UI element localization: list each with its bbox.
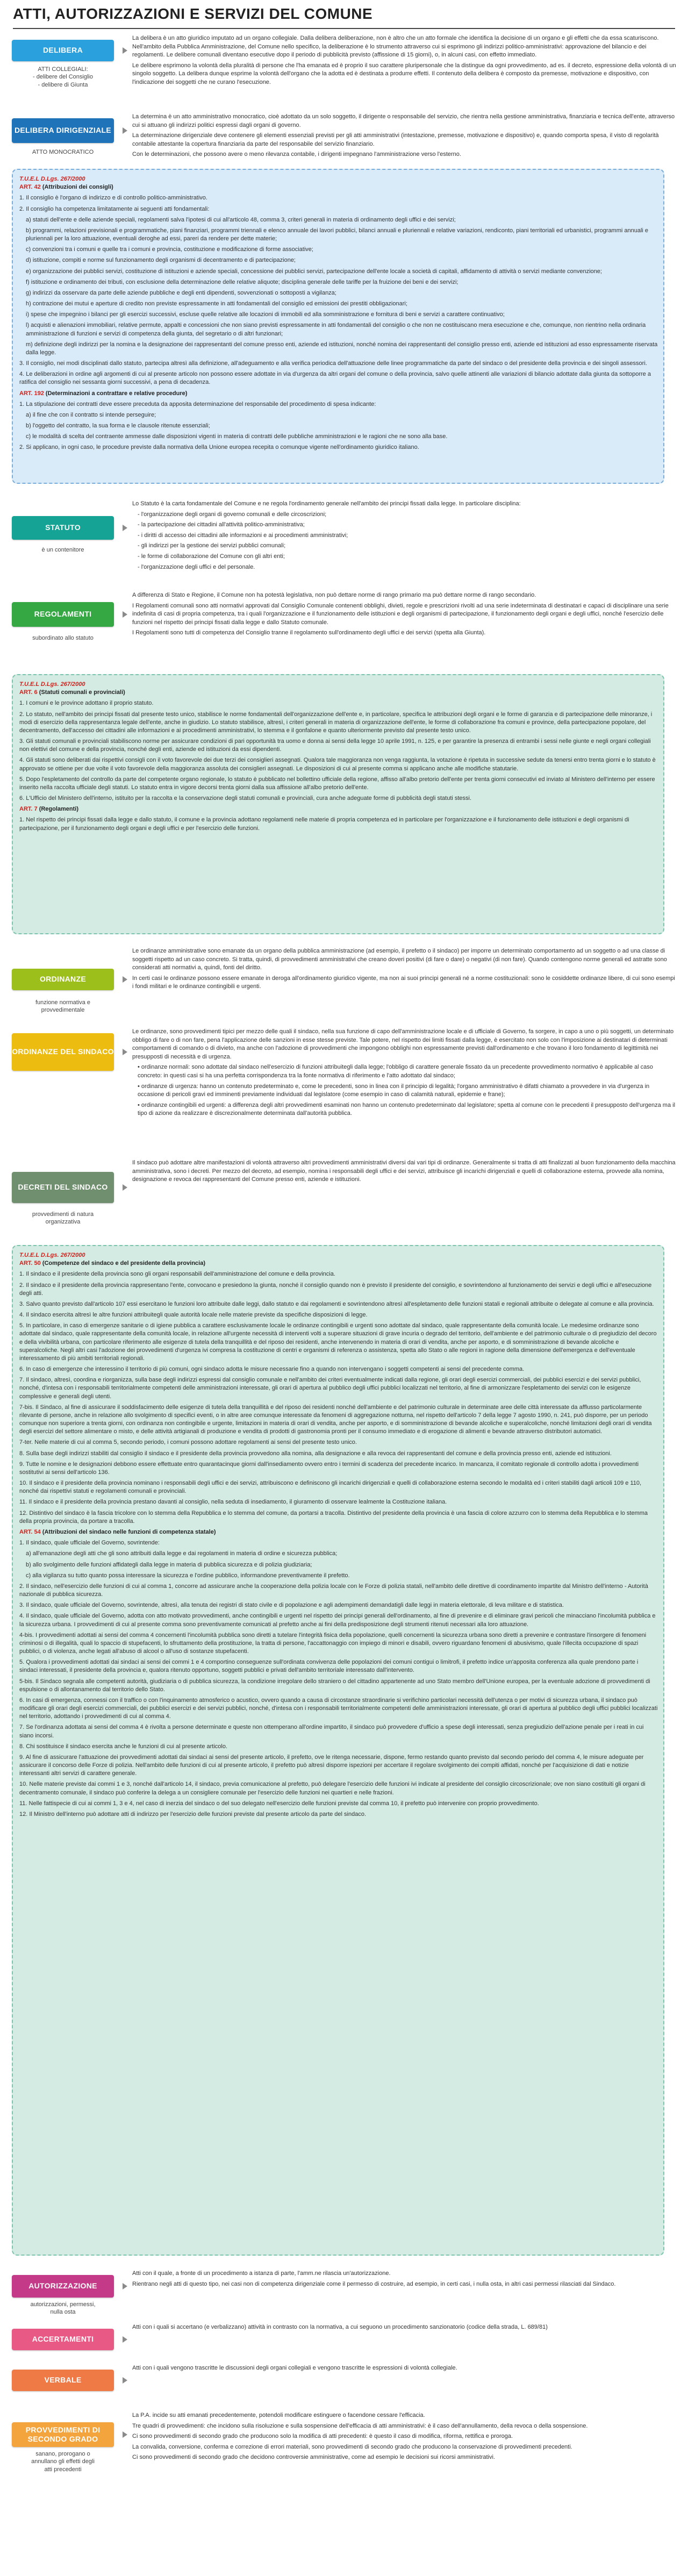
term-note-line: autorizzazioni, permessi, [30, 2301, 96, 2308]
definition-paragraph: Ci sono provvedimenti di secondo grado che decidono controversie amministrative, come ad esempio le decisioni sui ricorsi amministrativi. [132, 2454, 495, 2461]
definition-paragraph: Il sindaco può adottare altre manifestazioni di volontà attraverso altri provvedimenti amministrativi diversi dai vari tipi di ordinanze. Generalmente si tratta di atti finalizzati al buon funzionamento della macchina amministrativa, sono i decreti. Per mezzo del decreto, ad esempio, nomina i responsabili degli uffici e dei servizi, attribuisce gli incarichi dirigenziali e quelli di collaborazione esterna, provvede alla nomina, designazione e revoca dei rappresentanti del Comune presso enti, aziende e istituzioni. [132, 1160, 676, 1183]
article-paragraph: 11. Il sindaco e il presidente della provincia prestano davanti al consiglio, nella seduta di insediamento, il giuramento di osservare lealmente la Costituzione italiana. [19, 1499, 447, 1506]
article-title: (Statuti comunali e provinciali) [39, 689, 125, 696]
article-paragraph: 8. Chi sostituisce il sindaco esercita anche le funzioni di cui al presente articolo. [19, 1743, 228, 1750]
definition-text [132, 2364, 676, 2375]
arrow-icon [123, 2431, 127, 2438]
article-list-item: a) all'emanazione degli atti che gli sono attribuiti dalla legge e dai regolamenti in materia di ordine e sicurezza pubblica; [26, 1550, 338, 1557]
article-paragraph: 3. Il sindaco, quale ufficiale del Governo, sovrintende, altresì, alla tenuta dei registri di stato civile e di popolazione e agli adempimenti demandatigli dalle leggi in materia elettorale, di leva militare e di statistica. [19, 1602, 564, 1609]
definition-paragraph: La determina è un atto amministrativo monocratico, cioè adottato da un solo soggetto, il dirigente o responsabile del servizio, che rientra nella gestione amministrativa, finanziaria e tecnica dell'ente, attraverso cui si attuano gli indirizzi politici espressi dagli organi di governo. [132, 113, 675, 128]
definition-text [132, 591, 676, 640]
definition-text [132, 500, 676, 574]
article-paragraph: 8. Sulla base degli indirizzi stabiliti dal consiglio il sindaco e il presidente della provincia provvedono alla nomina, alla designazione e alla revoca dei rappresentanti del comune e della provincia presso enti, aziende ed istituzioni. [19, 1450, 612, 1457]
term-note-line: - delibere di Giunta [38, 81, 88, 88]
article-paragraph: 2. Il consiglio ha competenza limitatamente ai seguenti atti fondamentali: [19, 205, 210, 212]
article-paragraph: 4. Le deliberazioni in ordine agli argomenti di cui al presente articolo non possono essere adottate in via d'urgenza da altri organi del comune o della provincia, salvo quelle attinenti alle variazioni di bilancio adottate dalla giunta da sottoporre a ratifica del consiglio nei sessanta giorni successivi, a pena di decadenza. [19, 371, 651, 386]
definition-text [132, 2412, 676, 2464]
article-paragraph: 2. Il sindaco e il presidente della provincia rappresentano l'ente, convocano e presiedono la giunta, nonché il consiglio quando non è previsto il presidente del consiglio, e sovrintendono al funzionamento dei servizi e degli uffici e all'esecuzione degli atti. [19, 1282, 652, 1297]
definition-text [132, 1028, 676, 1120]
article-paragraph: 2. Si applicano, in ogni caso, le procedure previste dalla normativa della Unione europea recepita o comunque vigente nell'ordinamento giuridico italiano. [19, 444, 419, 451]
term-note-line: annullano gli effetti degli [31, 2458, 95, 2465]
article-paragraph: 3. Salvo quanto previsto dall'articolo 107 essi esercitano le funzioni loro attribuite dalle leggi, dallo statuto e dai regolamenti e sovrintendono altresì all'espletamento delle funzioni statali e regionali attribuite o delegate al comune e alla provincia. [19, 1300, 654, 1307]
article-paragraph: 6. In caso di emergenze che interessino il territorio di più comuni, ogni sindaco adotta le misure necessarie fino a quando non intervengano i soggetti competenti ai sensi del precedente comma. [19, 1366, 525, 1373]
article-title: (Attribuzioni del sindaco nelle funzioni di competenza statale) [42, 1528, 216, 1535]
definition-paragraph: A differenza di Stato e Regione, il Comune non ha potestà legislativa, non può dettare norme di rango primario ma può dettare norme di rango secondario. [132, 592, 536, 598]
term-note-line: atti precedenti [44, 2466, 82, 2473]
definition-paragraph: I Regolamenti comunali sono atti normativi approvati dal Consiglio Comunale contenenti obblighi, divieti, regole e prescrizioni rivolti ad una serie indeterminata di destinatari e capaci di disciplinare una serie indefinita di casi di propria competenza, tra i quali l'organizzazione e il funzionamento delle istituzioni e degli organismi di partecipazione, il funzionamento degli organi e degli uffici, nonché l'esercizio delle funzioni nel rispetto dei principi fissati dalla legge e dallo Statuto comunale. [132, 602, 669, 626]
arrow-icon [123, 2283, 127, 2289]
term-ordinanze: ORDINANZE [12, 969, 114, 990]
arrow-icon [123, 611, 127, 618]
term-note [8, 2301, 118, 2316]
article-paragraph: 1. La stipulazione dei contratti deve essere preceduta da apposita determinazione del responsabile del procedimento di spesa indicante: [19, 400, 376, 407]
article-paragraph: 1. Il sindaco e il presidente della provincia sono gli organi responsabili dell'amministrazione del comune e della provincia. [19, 1271, 335, 1278]
article-list-item: e) organizzazione dei pubblici servizi, costituzione di istituzioni e aziende speciali, concessione dei pubblici servizi, partecipazione dell'ente locale a società di capitali, affidamento di attività o servizi mediante convenzione; [26, 268, 602, 275]
definition-paragraph: Le ordinanze, sono provvedimenti tipici per mezzo delle quali il sindaco, nella sua funzione di capo dell'amministrazione locale e di ufficiale di Governo, fa sorgere, in capo a uno o più soggetti, un determinato obbligo di fare o di non fare, pena l'applicazione delle sanzioni in esse stesse previste. Tale potere, nel rispetto dei limiti fissati dalla legge, è esercitato non solo con l'imposizione ai destinatari di determinati comportamenti di comando o di divieto, ma anche con l'adozione di provvedimenti che impongono obblighi non espressamente previsti dall'ordinamento e che trovano il loro fondamento di legittimità nei presupposti di necessità e di urgenza. [132, 1028, 674, 1060]
article-list-item: m) definizione degli indirizzi per la nomina e la designazione dei rappresentanti del comune presso enti, aziende ed istituzioni, nonché nomina dei rappresentanti del consiglio presso enti, aziende ed istituzioni ad esso espressamente riservata dalla legge. [26, 341, 658, 356]
arrow-icon [123, 127, 127, 134]
definition-text [132, 34, 676, 89]
term-statuto: STATUTO [12, 516, 114, 540]
term-note-line: - delibere del Consiglio [33, 74, 93, 81]
article-paragraph: 6. L'Ufficio del Ministero dell'interno, istituito per la raccolta e la conservazione degli statuti comunali e provinciali, cura anche adeguate forme di pubblicità degli statuti stessi. [19, 795, 472, 802]
definition-paragraph: Le ordinanze amministrative sono emanate da un organo della pubblica amministrazione (ad esempio, il prefetto o il sindaco) per imporre un determinato comportamento ad un soggetto o ad una classe di soggetti rispetto ad un caso concreto. Si tratta, quindi, di provvedimenti amministrativi che creano doveri positivi (di fare o dare) o negativi (di non fare). Quando contengono norme generali ed astratte sono considerati atti normativi a, quindi, fonti del diritto. [132, 948, 667, 971]
term-ordinanze-sindaco: ORDINANZE DEL SINDACO [12, 1033, 114, 1071]
page-title: ATTI, AUTORIZZAZIONI E SERVIZI DEL COMUNE [13, 5, 373, 22]
term-note-line: sanano, prorogano o [35, 2451, 90, 2457]
article-title: (Determinazioni a contrattare e relative procedure) [45, 390, 188, 397]
article-paragraph: 9. Tutte le nomine e le designazioni debbono essere effettuate entro quarantacinque giorni dall'insediamento ovvero entro i termini di scadenza del precedente incarico. In mancanza, il comitato regionale di controllo adotta i provvedimenti sostitutivi ai sensi dell'articolo 136. [19, 1461, 639, 1476]
arrow-icon [123, 1049, 127, 1055]
definition-paragraph: La delibera è un atto giuridico imputato ad un organo collegiale. Dalla delibera deliberazione, non è altro che un atto formale che identifica la decisione di un organo e gli effetti che da essa scaturiscono. Nell'ambito della Pubblica Amministrazione, del Comune nello specifico, la deliberazione è lo strumento attraverso cui si esprimono gli indirizzi politico-amministrativi: approvazione del bilancio e dei regolamenti. Le delibere comunali diventano esecutive dopo il periodo di pubblicità previsto (affissione di 15 giorni), o, in alcuni casi, con effetto immediato. [132, 35, 659, 59]
article-paragraph: 10. Il sindaco e il presidente della provincia nominano i responsabili degli uffici e dei servizi, attribuiscono e definiscono gli incarichi dirigenziali e quelli di collaborazione esterna secondo le modalità ed i criteri stabiliti dagli articoli 109 e 110, nonché dai rispettivi statuti e regolamenti comunali e provinciali. [19, 1480, 642, 1495]
article-paragraph: 11. Nelle fattispecie di cui ai commi 1, 3 e 4, nel caso di inerzia del sindaco o del suo delegato nell'esercizio delle funzioni previste dal comma 10, il prefetto può intervenire con proprio provvedimento. [19, 1800, 539, 1807]
title-divider [13, 28, 675, 29]
arrow-icon [123, 525, 127, 531]
term-note [8, 148, 118, 156]
article-number: ART. 54 [19, 1528, 41, 1535]
definition-list-item: - gli indirizzi per la gestione dei servizi pubblici comunali; [138, 542, 286, 549]
term-note-line: è un contenitore [41, 547, 84, 553]
definition-list-item: - la partecipazione dei cittadini all'attività politico-amministrativa; [138, 521, 305, 528]
term-regolamenti: REGOLAMENTI [12, 602, 114, 627]
article-paragraph: 1. Il sindaco, quale ufficiale del Governo, sovrintende: [19, 1540, 160, 1547]
article-heading [19, 183, 658, 191]
article-paragraph: 12. Il Ministro dell'interno può adottare atti di indirizzo per l'esercizio delle funzioni previste dal presente articolo da parte del sindaco. [19, 1811, 366, 1817]
arrow-icon [123, 2377, 127, 2384]
article-paragraph: 7. Il sindaco, altresì, coordina e riorganizza, sulla base degli indirizzi espressi dal consiglio comunale e nell'ambito dei criteri eventualmente indicati dalla regione, gli orari degli esercizi commerciali, dei pubblici esercizi e dei servizi pubblici, nonché, d'intesa con i responsabili territorialmente competenti delle amministrazioni interessate, gli orari di apertura al pubblico degli uffici pubblici localizzati nel territorio, al fine di armonizzare l'espletamento dei servizi con le esigenze complessive e generali degli utenti. [19, 1377, 641, 1400]
article-paragraph: 1. I comuni e le province adottano il proprio statuto. [19, 700, 154, 707]
article-list-item: i) spese che impegnino i bilanci per gli esercizi successivi, escluse quelle relative alle locazioni di immobili ed alla somministrazione e fornitura di beni e servizi a carattere continuativo; [26, 311, 505, 318]
definition-list-item: - l'organizzazione degli organi di governo comunali e delle circoscrizioni; [138, 511, 327, 518]
term-verbale: VERBALE [12, 2370, 114, 2391]
definition-list-item: • ordinanze normali: sono adottate dal sindaco nell'esercizio di funzioni attribuitegli dalla legge; l'obbligo di carattere generale fissato da un precedente provvedimento normativo è applicabile al caso concreto: in questi casi si ha una perfetta corrispondenza tra la fonte normativa di riferimento e l'atto adottato dal sindaco; [138, 1064, 653, 1079]
article-list-item: b) programmi, relazioni previsionali e programmatiche, piani finanziari, programmi triennali e elenco annuale dei lavori pubblici, bilanci annuali e pluriennali e relative variazioni, rendiconto, piani territoriali ed urbanistici, programmi annuali e pluriennali per la loro attuazione, eventuali deroghe ad essi, pareri da rendere per dette materie; [26, 227, 649, 242]
article-title: (Attribuzioni dei consigli) [42, 184, 113, 191]
term-note [8, 1211, 118, 1226]
term-delibera-dirigenziale: DELIBERA DIRIGENZIALE [12, 118, 114, 143]
definition-paragraph: In certi casi le ordinanze possono essere emanate in deroga all'ordinamento giuridico vigente, ma non ai suoi principi generali né a norme costituzionali: sono le cosiddette ordinanze libere, di cui sono esempi i fondi militari e le ordinanze contingibili e urgenti. [132, 975, 675, 990]
article-list-item: a) statuti dell'ente e delle aziende speciali, regolamenti salva l'ipotesi di cui all'articolo 48, comma 3, criteri generali in materia di ordinamento degli uffici e dei servizi; [26, 216, 456, 223]
arrow-icon [123, 1184, 127, 1191]
article-number: ART. 50 [19, 1260, 41, 1267]
article-list-item: b) l'oggetto del contratto, la sua forma e le clausole ritenute essenziali; [26, 423, 210, 430]
arrow-icon [123, 47, 127, 54]
article-number: ART. 6 [19, 689, 38, 696]
article-number: ART. 7 [19, 806, 38, 813]
article-list-item: f) istituzione e ordinamento dei tributi, con esclusione della determinazione delle relative aliquote; disciplina generale delle tariffe per la fruizione dei beni e dei servizi; [26, 278, 458, 285]
article-paragraph: 1. Il consiglio è l'organo di indirizzo e di controllo politico-amministrativo. [19, 195, 207, 202]
definition-paragraph: Ci sono provvedimenti di secondo grado che producono solo la modifica di atti precedenti: è questo il caso di modifica, riforma, rettifica e proroga. [132, 2433, 513, 2440]
term-note-line: organizzativa [45, 1219, 81, 1226]
article-paragraph: 3. Il consiglio, nei modi disciplinati dallo statuto, partecipa altresì alla definizione, all'adeguamento e alla verifica periodica dell'attuazione delle linee programmatiche da parte del sindaco o del presidente della provincia e dei singoli assessori. [19, 360, 647, 367]
article-paragraph: 4. Il sindaco, quale ufficiale del Governo, adotta con atto motivato provvedimenti, anche contingibili e urgenti nel rispetto dei principi generali dell'ordinamento, al fine di prevenire e di eliminare gravi pericoli che minacciano l'incolumità pubblica e la sicurezza urbana. I provvedimenti di cui al presente comma sono preventivamente comunicati al prefetto anche ai fini della predisposizione degli strumenti ritenuti necessari alla loro attuazione. [19, 1613, 656, 1628]
article-paragraph: 3. Gli statuti comunali e provinciali stabiliscono norme per assicurare condizioni di pari opportunità tra uomo e donna ai sensi della legge 10 aprile 1991, n. 125, e per garantire la presenza di entrambi i sessi nelle giunte e negli organi collegiali non elettivi del comune e della provincia, nonché degli enti, aziende ed istituzioni da essi dipendenti. [19, 738, 651, 753]
law-reference: T.U.E.L D.Lgs. 267/2000 [19, 176, 85, 182]
article-paragraph: 7-ter. Nelle materie di cui al comma 5, secondo periodo, i comuni possono adottare regolamenti ai sensi del presente testo unico. [19, 1439, 357, 1446]
article-paragraph: 4. Gli statuti sono deliberati dai rispettivi consigli con il voto favorevole dei due terzi dei consiglieri assegnati. Qualora tale maggioranza non venga raggiunta, la votazione è ripetuta in successive sedute da tenersi entro trenta giorni e lo statuto è approvato se ottiene per due volte il voto favorevole della maggioranza assoluta dei consiglieri assegnati. Le disposizioni di cui al presente comma si applicano anche alle modifiche statutarie. [19, 757, 656, 772]
term-note [8, 999, 118, 1014]
article-paragraph: 12. Distintivo del sindaco è la fascia tricolore con lo stemma della Repubblica e lo stemma del comune, da portarsi a tracolla. Distintivo del presidente della provincia è una fascia di colore azzurro con lo stemma della Repubblica e lo stemma della propria provincia, da portare a tracolla. [19, 1509, 648, 1525]
term-note-line: ATTI COLLEGIALI: [38, 66, 88, 73]
term-note-line: funzione normativa e [35, 999, 91, 1006]
article-list-item: a) il fine che con il contratto si intende perseguire; [26, 411, 156, 418]
article-list-item: g) indirizzi da osservare da parte delle aziende pubbliche e degli enti dipendenti, sovvenzionati o sottoposti a vigilanza; [26, 289, 336, 296]
definition-text [132, 2270, 676, 2291]
definition-text [132, 113, 676, 161]
term-accertamenti: ACCERTAMENTI [12, 2329, 114, 2350]
term-decreti: DECRETI DEL SINDACO [12, 1172, 114, 1203]
definition-paragraph: Atti con il quale, a fronte di un procedimento a istanza di parte, l'amm.ne rilascia un'autorizzazione. [132, 2270, 391, 2277]
definition-paragraph: La determinazione dirigenziale deve contenere gli elementi essenziali previsti per gli atti amministrativi (intestazione, premesse, motivazione e dispositivo) e, quando comporta spesa, il visto di regolarità contabile attestante la copertura finanziaria da parte del responsabile del servizio finanziario. [132, 132, 659, 147]
term-note-line: ATTO MONOCRATICO [32, 149, 94, 155]
article-heading [19, 1528, 658, 1536]
article-number: ART. 192 [19, 390, 44, 397]
article-paragraph: 6. In casi di emergenza, connessi con il traffico o con l'inquinamento atmosferico o acustico, ovvero quando a causa di circostanze straordinarie si verifichino particolari necessità dell'utenza o per motivi di sicurezza urbana, il sindaco può modificare gli orari degli esercizi commerciali, dei pubblici esercizi e dei servizi pubblici, nonché, d'intesa con i responsabili territorialmente competenti delle amministrazioni interessate, gli orari di apertura al pubblico degli uffici pubblici localizzati nel territorio, adottando i provvedimenti di cui al comma 4. [19, 1697, 658, 1720]
article-paragraph: 5-bis. Il Sindaco segnala alle competenti autorità, giudiziaria o di pubblica sicurezza, la condizione irregolare dello straniero o del cittadino appartenente ad uno Stato membro dell'Unione europea, per la eventuale adozione di provvedimenti di espulsione o di allontanamento dal territorio dello Stato. [19, 1678, 650, 1693]
definition-list-item: • ordinanze contingibili ed urgenti: a differenza degli altri provvedimenti esaminati non hanno un contenuto predeterminato dal legislatore; spetta al comune con le precedenti il presupposto dell'urgenza ma il tipo di azione da realizzare è discrezionalmente determinata dall'autorità pubblica. [138, 1101, 676, 1117]
article-title: (Regolamenti) [39, 806, 79, 813]
term-note [8, 546, 118, 554]
article-list-item: c) le modalità di scelta del contraente ammesse dalle disposizioni vigenti in materia di contratti delle pubbliche amministrazioni e le ragioni che ne sono alla base. [26, 433, 448, 440]
article-list-item: b) allo svolgimento delle funzioni affidategli dalla legge in materia di pubblica sicurezza e di polizia giudiziaria; [26, 1561, 312, 1568]
term-note-line: subordinato allo statuto [32, 635, 94, 641]
definition-text [132, 947, 676, 993]
term-autorizzazione: AUTORIZZAZIONE [12, 2275, 114, 2298]
article-list-item: l) acquisti e alienazioni immobiliari, relative permute, appalti e concessioni che non siano previsti espressamente in atti fondamentali del consiglio o che non ne costituiscano mera esecuzione e che, comunque, non rientrino nella ordinaria amministrazione di funzioni e servizi di competenza della giunta, del segretario o di altri funzionari; [26, 322, 646, 337]
article-paragraph: 4. Il sindaco esercita altresì le altre funzioni attribuitegli quale autorità locale nelle materie previste da specifiche disposizioni di legge. [19, 1312, 368, 1319]
article-heading [19, 805, 658, 813]
article-paragraph: 7. Se l'ordinanza adottata ai sensi del comma 4 è rivolta a persone determinate e queste non ottemperano all'ordine impartito, il sindaco può provvedere d'ufficio a spese degli interessati, senza pregiudizio dell'azione penale per i reati in cui siano incorsi. [19, 1724, 644, 1739]
definition-paragraph: Le delibere esprimono la volontà della pluralità di persone che l'ha emanata ed è proprio il suo carattere pluripersonale che la distingue da ogni provvedimento, ad es. il decreto, espressione della volontà di un singolo soggetto. La delibera dunque esprime la volontà dell'organo che la adotta ed è destinata a produrre effetti. Il contenuto della delibera è composto da premesse, motivazione e dispositivo, con l'indicazione dei soggetti che ne curano l'esecuzione. [132, 62, 676, 86]
law-reference: T.U.E.L D.Lgs. 267/2000 [19, 1252, 85, 1258]
term-note-line: provvedimenti di natura [32, 1211, 94, 1218]
article-paragraph: 7-bis. Il Sindaco, al fine di assicurare il soddisfacimento delle esigenze di tutela della tranquillità e del riposo dei residenti nonché dell'ambiente e del patrimonio culturale in determinate aree delle città interessate da afflusso particolarmente rilevante di persone, anche in relazione allo svolgimento di specifici eventi, o in altre aree comunque interessate da fenomeni di aggregazione notturna, nel rispetto dell'articolo 7 della legge 7 agosto 1990, n. 241, può disporre, per un periodo comunque non superiore a trenta giorni, con ordinanza non contingibile e urgente, limitazioni in materia di orari di vendita, anche per asporto, e di somministrazione di bevande alcoliche e superalcoliche, nonché limitazioni degli orari di vendita degli esercizi del settore alimentare o misto, e delle attività artigianali di produzione e vendita di prodotti di gastronomia pronti per il consumo immediato e di erogazione di alimenti e bevande attraverso distributori automatici. [19, 1404, 652, 1435]
term-note-line: provvedimentale [41, 1007, 85, 1014]
term-note [8, 634, 118, 642]
article-heading [19, 689, 658, 697]
term-note [8, 66, 118, 89]
article-number: ART. 42 [19, 184, 41, 191]
law-reference: T.U.E.L D.Lgs. 267/2000 [19, 681, 85, 688]
arrow-icon [123, 2336, 127, 2343]
article-paragraph: 5. Dopo l'espletamento del controllo da parte del competente organo regionale, lo statuto è pubblicato nel bollettino ufficiale della regione, affisso all'albo pretorio dell'ente per trenta giorni consecutivi ed inviato al Ministero dell'interno per essere inserito nella raccolta ufficiale degli statuti. Lo statuto entra in vigore decorsi trenta giorni dalla sua affissione all'albo pretorio dell'ente. [19, 776, 655, 791]
law-box [12, 1245, 664, 2256]
definition-list-item: - i diritti di accesso dei cittadini alle informazioni e ai procedimenti amministrativi; [138, 532, 348, 539]
definition-paragraph: Rientrano negli atti di questo tipo, nei casi non di competenza dirigenziale come il permesso di costruire, ad esempio, in certi casi, i nulla osta, in altri casi permessi rilasciati dal Sindaco. [132, 2280, 616, 2287]
law-box [12, 674, 664, 934]
article-paragraph: 2. Il sindaco, nell'esercizio delle funzioni di cui al comma 1, concorre ad assicurare anche la cooperazione della polizia locale con le Forze di polizia statali, nell'ambito delle direttive di coordinamento impartite dal Ministro dell'interno - Autorità nazionale di pubblica sicurezza. [19, 1583, 648, 1598]
definition-paragraph: Atti con i quali si accertano (e verbalizzano) attività in contrasto con la normativa, a cui seguono un procedimento sanzionatorio (codice della strada, L. 689/81) [132, 2324, 548, 2330]
article-list-item: h) contrazione dei mutui e aperture di credito non previste espressamente in atti fondamentali del consiglio ed emissioni dei prestiti obbligazionari; [26, 300, 407, 307]
article-paragraph: 5. In particolare, in caso di emergenze sanitarie o di igiene pubblica a carattere esclusivamente locale le ordinanze contingibili e urgenti sono adottate dal sindaco, quale rappresentante della comunità locale. Le medesime ordinanze sono adottate dal sindaco, quale rappresentante della comunità locale, in relazione all'urgente necessità di interventi volti a superare situazioni di grave incuria o degrado del territorio, dell'ambiente e del patrimonio culturale o di pregiudizio del decoro e della vivibilità urbana, con particolare riferimento alle esigenze di tutela della tranquillità e del riposo dei residenti, anche intervenendo in materia di orari di vendita, anche per asporto, e di somministrazione di bevande alcoliche e superalcoliche. Negli altri casi l'adozione dei provvedimenti d'urgenza ivi compresa la costituzione di centri e organismi di referenza o assistenza, spetta allo Stato o alle regioni in ragione della dimensione dell'emergenza e dell'eventuale interessamento di più ambiti territoriali regionali. [19, 1322, 657, 1362]
arrow-icon [123, 976, 127, 983]
definition-list-item: • ordinanze di urgenza: hanno un contenuto predeterminato e, come le precedenti, sono in linea con il principio di legalità; l'organo amministrativo è difatti chiamato a provvedere in via d'urgenza in occasione di pericoli gravi ed imminenti previamente individuati dal legislatore (come esempio in caso di calamità naturali, epidemie e frane); [138, 1083, 650, 1098]
article-paragraph: 4-bis. I provvedimenti adottati ai sensi del comma 4 concernenti l'incolumità pubblica sono diretti a tutelare l'integrità fisica della popolazione, quelli concernenti la sicurezza urbana sono diretti a prevenire e contrastare l'insorgere di fenomeni criminosi o di illegalità, quali lo spaccio di stupefacenti, lo sfruttamento della prostituzione, la tratta di persone, l'accattonaggio con impiego di minori e disabili, ovvero riguardano fenomeni di abusivismo, quale l'illecita occupazione di spazi pubblici, o di violenza, anche legati all'abuso di alcool o all'uso di sostanze stupefacenti. [19, 1632, 647, 1655]
term-note [8, 2450, 118, 2473]
article-paragraph: 9. Al fine di assicurare l'attuazione dei provvedimenti adottati dai sindaci ai sensi del presente articolo, il prefetto, ove le ritenga necessarie, dispone, fermo restando quanto previsto dal secondo periodo del comma 4, le misure adeguate per assicurare il concorso delle Forze di polizia. Nell'ambito delle funzioni di cui al presente articolo, il prefetto può altresì disporre ispezioni per accertare il regolare svolgimento dei compiti affidati, nonché per l'acquisizione di dati e notizie interessanti altri servizi di carattere generale. [19, 1754, 644, 1777]
article-paragraph: 10. Nelle materie previste dai commi 1 e 3, nonché dall'articolo 14, il sindaco, previa comunicazione al prefetto, può delegare l'esercizio delle funzioni ivi indicate al presidente del consiglio circoscrizionale; ove non siano costituiti gli organi di decentramento comunale, il sindaco può conferire la delega a un consigliere comunale per l'esercizio delle funzioni nei quartieri e nelle frazioni. [19, 1781, 646, 1796]
definition-paragraph: Tre quadri di provvedimenti: che incidono sulla risoluzione e sulla sospensione dell'efficacia di atti amministrativi: è il caso dell'annullamento, della revoca o della sospensione. [132, 2422, 588, 2429]
definition-paragraph: La P.A. incide su atti emanati precedentemente, potendoli modificare estinguere o facendone cessare l'efficacia. [132, 2412, 425, 2418]
definition-list-item: - l'organizzazione degli uffici e del personale. [138, 563, 255, 570]
article-title: (Competenze del sindaco e del presidente della provincia) [42, 1260, 205, 1267]
definition-paragraph: Lo Statuto è la carta fondamentale del Comune e ne regola l'ordinamento generale nell'ambito dei principi fissati dalla legge. In particolare disciplina: [132, 500, 521, 507]
article-list-item: c) alla vigilanza su tutto quanto possa interessare la sicurezza e l'ordine pubblico, informandone preventivamente il prefetto. [26, 1572, 350, 1579]
law-box [12, 169, 664, 484]
term-delibera: DELIBERA [12, 40, 114, 61]
article-paragraph: 2. Lo statuto, nell'ambito dei principi fissati dal presente testo unico, stabilisce le norme fondamentali dell'organizzazione dell'ente e, in particolare, specifica le attribuzioni degli organi e le forme di garanzia e di partecipazione delle minoranze, i modi di esercizio della rappresentanza legale dell'ente, anche in giudizio. Lo statuto stabilisce, altresì, i criteri generali in materia di organizzazione dell'ente, le forme di collaborazione fra comuni e province, della partecipazione popolare, del decentramento, dell'accesso dei cittadini alle informazioni e ai procedimenti amministrativi, lo stemma e il gonfalone e quanto ulteriormente previsto dal presente testo unico. [19, 711, 653, 734]
definition-text [132, 2323, 676, 2334]
term-provvedimenti: PROVVEDIMENTI DI SECONDO GRADO [12, 2422, 114, 2447]
article-list-item: c) convenzioni tra i comuni e quelle tra i comuni e provincia, costituzione e modificazione di forme associative; [26, 246, 313, 253]
article-list-item: d) istituzione, compiti e norme sul funzionamento degli organismi di decentramento e di partecipazione; [26, 257, 296, 264]
article-paragraph: 1. Nel rispetto dei principi fissati dalla legge e dallo statuto, il comune e la provincia adottano regolamenti nelle materie di propria competenza ed in particolare per l'organizzazione e il funzionamento delle istituzioni e degli organismi di partecipazione, per il funzionamento degli organi e degli uffici e per l'esercizio delle funzioni. [19, 817, 629, 832]
definition-paragraph: I Regolamenti sono tutti di competenza del Consiglio tranne il regolamento sull'ordinamento degli uffici e dei servizi (spetta alla Giunta). [132, 629, 486, 636]
article-heading [19, 1260, 658, 1268]
article-heading [19, 390, 658, 398]
definition-paragraph: Con le determinazioni, che possono avere o meno rilevanza contabile, i dirigenti impegnano l'amministrazione verso l'esterno. [132, 151, 461, 158]
definition-list-item: - le forme di collaborazione del Comune con gli altri enti; [138, 553, 285, 560]
term-note-line: nulla osta [50, 2309, 76, 2316]
article-paragraph: 5. Qualora i provvedimenti adottati dai sindaci ai sensi dei commi 1 e 4 comportino conseguenze sull'ordinata convivenza delle popolazioni dei comuni contigui o limitrofi, il prefetto indice un'apposita conferenza alla quale prendono parte i sindaci interessati, il presidente della provincia e, qualora ritenuto opportuno, soggetti pubblici e privati dell'ambito territoriale interessato dall'intervento. [19, 1659, 639, 1674]
definition-text [132, 1159, 676, 1186]
definition-paragraph: Atti con i quali vengono trascritte le discussioni degli organi collegiali e vengono trascritte le espressioni di volontà collegiale. [132, 2365, 457, 2371]
definition-paragraph: La convalida, conversione, conferma e correzione di errori materiali, sono provvedimenti di secondo grado che producono la conservazione di provvedimenti precedenti. [132, 2443, 572, 2450]
